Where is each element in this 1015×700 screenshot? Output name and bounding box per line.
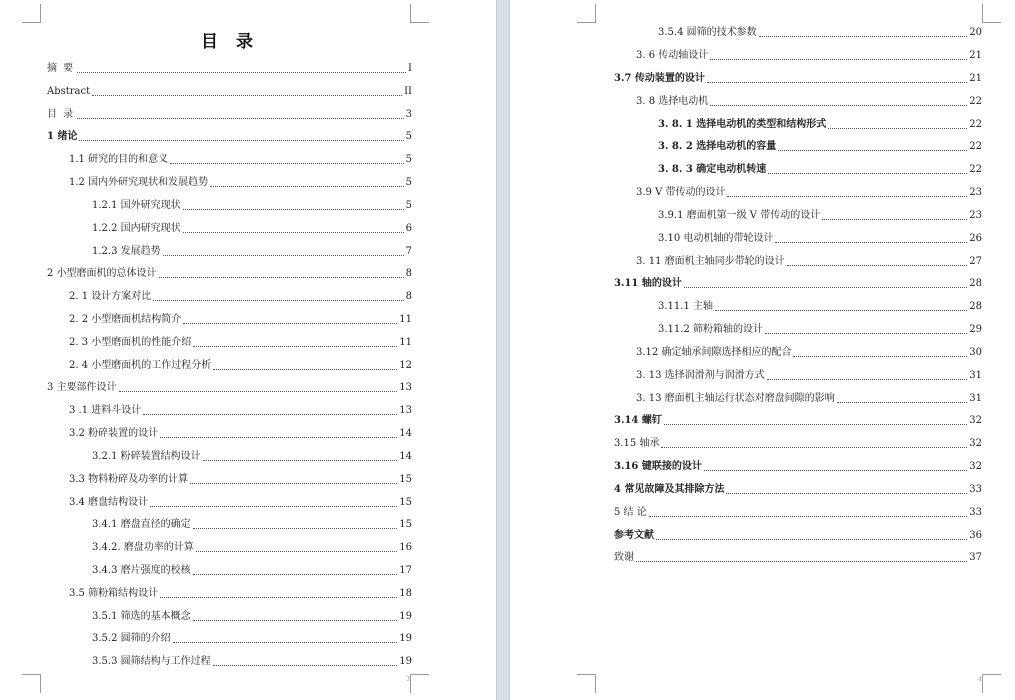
- toc-entry-label: 3.11.2 筛粉箱轴的设计: [658, 324, 763, 335]
- toc-entry-label: 3. 8. 3 确定电动机转速: [658, 164, 767, 175]
- toc-dot-leader: [636, 561, 967, 562]
- toc-entry-label: 3.10 电动机轴的带轮设计: [658, 233, 774, 244]
- document-page-left: [0, 0, 496, 700]
- toc-entry[interactable]: [658, 208, 982, 224]
- toc-dot-leader: [793, 356, 967, 357]
- toc-entry[interactable]: [92, 654, 412, 670]
- toc-dot-leader: [173, 642, 398, 643]
- toc-entry-label: 3.11.1 主轴: [658, 301, 713, 312]
- toc-entry-label: 3.4.1 磨盘直径的确定: [92, 519, 191, 530]
- toc-dot-leader: [726, 493, 967, 494]
- toc-entry[interactable]: [636, 368, 982, 384]
- toc-page-number: 23: [969, 187, 982, 198]
- toc-page-number: 32: [969, 438, 982, 449]
- page-number-footer: 4: [978, 676, 982, 683]
- toc-entry-label: 3. 8. 1 选择电动机的类型和结构形式: [658, 119, 827, 130]
- toc-page-number: 27: [969, 256, 982, 267]
- toc-entry-label: 2 小型磨面机的总体设计: [47, 268, 157, 279]
- toc-page-number: 15: [399, 497, 412, 508]
- toc-page-number: 13: [399, 382, 412, 393]
- page-corner-mark: [577, 674, 596, 693]
- toc-page-number: 19: [399, 656, 412, 667]
- toc-dot-leader: [183, 209, 404, 210]
- toc-dot-leader: [656, 539, 967, 540]
- toc-entry[interactable]: [614, 276, 982, 292]
- toc-page-number: 28: [969, 278, 982, 289]
- page-corner-mark: [982, 4, 1001, 23]
- toc-dot-leader: [765, 333, 967, 334]
- toc-entry-label: 2. 2 小型磨面机结构简介: [69, 314, 182, 325]
- toc-entry[interactable]: [614, 482, 982, 498]
- toc-page-number: 22: [969, 96, 982, 107]
- toc-page-number: 5: [405, 200, 412, 211]
- toc-entry-label: 3. 13 磨面机主轴运行状态对磨盘间隙的影响: [636, 393, 835, 404]
- toc-entry[interactable]: [47, 266, 412, 282]
- toc-page-number: 13: [399, 405, 412, 416]
- toc-page-number: I: [408, 63, 412, 74]
- toc-entry[interactable]: [614, 505, 982, 521]
- toc-dot-leader: [160, 437, 397, 438]
- toc-entry-label: 致谢: [614, 552, 634, 563]
- toc-entry[interactable]: [69, 175, 412, 191]
- toc-page-number: 6: [405, 223, 412, 234]
- toc-page-number: 21: [969, 50, 982, 61]
- toc-entry[interactable]: [92, 563, 412, 579]
- toc-page-number: 22: [969, 164, 982, 175]
- toc-entry[interactable]: [614, 459, 982, 475]
- toc-entry[interactable]: [47, 380, 412, 396]
- toc-dot-leader: [150, 506, 397, 507]
- toc-dot-leader: [183, 323, 397, 324]
- toc-entry-label: 3.2.1 粉碎装置结构设计: [92, 451, 201, 462]
- toc-entry[interactable]: [69, 358, 412, 374]
- toc-page-number: 3: [405, 109, 412, 120]
- toc-page-number: 31: [969, 393, 982, 404]
- toc-entry-label: 1.1 研究的目的和意义: [69, 154, 169, 165]
- toc-entry-label: 摘 要: [47, 63, 75, 74]
- toc-entry[interactable]: [658, 162, 982, 178]
- toc-dot-leader: [160, 597, 397, 598]
- toc-dot-leader: [664, 424, 967, 425]
- toc-entry-label: 2. 3 小型磨面机的性能介绍: [69, 337, 192, 348]
- toc-entry[interactable]: [658, 322, 982, 338]
- toc-entry-label: 3.7 传动装置的设计: [614, 73, 705, 84]
- toc-page-number: 15: [399, 474, 412, 485]
- toc-dot-leader: [119, 391, 398, 392]
- toc-page-number: 31: [969, 370, 982, 381]
- toc-page-number: 5: [405, 131, 412, 142]
- toc-entry[interactable]: [69, 426, 412, 442]
- toc-page-number: 28: [969, 301, 982, 312]
- toc-dot-leader: [159, 277, 404, 278]
- toc-page-number: 18: [399, 588, 412, 599]
- toc-entry-label: 1 绪论: [47, 131, 78, 142]
- toc-entry[interactable]: [69, 152, 412, 168]
- toc-entry[interactable]: [92, 221, 412, 237]
- toc-dot-leader: [787, 265, 968, 266]
- toc-entry[interactable]: [658, 231, 982, 247]
- toc-entry-label: 1.2.1 国外研究现状: [92, 200, 181, 211]
- toc-dot-leader: [193, 574, 398, 575]
- toc-dot-leader: [213, 369, 397, 370]
- toc-entry-label: 1.2 国内外研究现状和发展趋势: [69, 177, 209, 188]
- toc-page-number: 14: [399, 451, 412, 462]
- toc-entry[interactable]: [614, 550, 982, 566]
- toc-entry[interactable]: [92, 449, 412, 465]
- toc-entry-label: 2. 1 设计方案对比: [69, 291, 152, 302]
- toc-entry[interactable]: [658, 299, 982, 315]
- toc-entry-label: 3 主要部件设计: [47, 382, 117, 393]
- toc-entry-label: 3.16 键联接的设计: [614, 461, 702, 472]
- toc-page-number: 12: [399, 360, 412, 371]
- toc-entry-label: 3.5.3 圆筛结构与工作过程: [92, 656, 211, 667]
- page-corner-mark: [982, 674, 1001, 693]
- toc-dot-leader: [92, 95, 402, 96]
- toc-dot-leader: [759, 36, 968, 37]
- toc-dot-leader: [710, 105, 967, 106]
- toc-entry[interactable]: [47, 107, 412, 123]
- toc-entry-label: 3. 8. 2 选择电动机的容量: [658, 141, 777, 152]
- toc-page-number: 11: [399, 314, 412, 325]
- toc-dot-leader: [193, 528, 398, 529]
- toc-entry-label: 3.11 轴的设计: [614, 278, 682, 289]
- toc-entry[interactable]: [636, 391, 982, 407]
- toc-entry[interactable]: [69, 289, 412, 305]
- toc-page-number: 30: [969, 347, 982, 358]
- toc-page-number: 5: [405, 154, 412, 165]
- toc-dot-leader: [196, 551, 397, 552]
- toc-dot-leader: [210, 186, 404, 187]
- toc-entry-label: 3.9 V 带传动的设计: [636, 187, 726, 198]
- toc-entry-label: 3. 6 传动轴设计: [636, 50, 709, 61]
- toc-entry-label: 目 录: [47, 109, 75, 120]
- toc-page-number: 15: [399, 519, 412, 530]
- toc-entry-label: 3.5.2 圆筛的介绍: [92, 633, 171, 644]
- toc-page-number: 26: [969, 233, 982, 244]
- toc-dot-leader: [822, 219, 967, 220]
- toc-dot-leader: [684, 287, 967, 288]
- toc-dot-leader: [704, 470, 967, 471]
- toc-page-number: 8: [405, 268, 412, 279]
- toc-page-number: 32: [969, 461, 982, 472]
- toc-dot-leader: [775, 242, 967, 243]
- toc-page-number: 23: [969, 210, 982, 221]
- toc-entry-label: 3.3 物料粉碎及功率的计算: [69, 474, 189, 485]
- toc-page-number: 5: [405, 177, 412, 188]
- toc-entry[interactable]: [658, 117, 982, 133]
- toc-dot-leader: [710, 59, 967, 60]
- toc-page-number: 37: [969, 552, 982, 563]
- toc-entry-label: Abstract: [47, 86, 91, 97]
- toc-dot-leader: [79, 140, 403, 141]
- toc-entry-label: 3.5.1 筛选的基本概念: [92, 611, 191, 622]
- toc-entry[interactable]: [658, 139, 982, 155]
- toc-entry[interactable]: [69, 403, 412, 419]
- toc-page-number: 33: [969, 507, 982, 518]
- toc-page-number: 19: [399, 633, 412, 644]
- page-number-footer: 3: [406, 676, 410, 683]
- toc-entry[interactable]: [92, 198, 412, 214]
- toc-entry-label: 3. 13 选择润滑剂与润滑方式: [636, 370, 765, 381]
- toc-entry[interactable]: [636, 345, 982, 361]
- toc-entry-label: 3 .1 进料斗设计: [69, 405, 142, 416]
- toc-entry[interactable]: [69, 312, 412, 328]
- toc-dot-leader: [213, 665, 398, 666]
- toc-dot-leader: [837, 402, 968, 403]
- toc-entry[interactable]: [47, 84, 412, 100]
- toc-page-number: 11: [399, 337, 412, 348]
- toc-dot-leader: [170, 163, 404, 164]
- toc-entry[interactable]: [614, 71, 982, 87]
- toc-entry[interactable]: [69, 495, 412, 511]
- page-corner-mark: [577, 4, 596, 23]
- toc-page-number: II: [404, 86, 412, 97]
- toc-dot-leader: [767, 379, 968, 380]
- toc-entry-label: 4 常见故障及其排除方法: [614, 484, 725, 495]
- toc-entry-label: 参考文献: [614, 530, 654, 541]
- toc-entry[interactable]: [614, 436, 982, 452]
- toc-entry[interactable]: [92, 517, 412, 533]
- page-corner-mark: [22, 674, 41, 693]
- toc-dot-leader: [707, 82, 967, 83]
- toc-page-number: 14: [399, 428, 412, 439]
- toc-entry-label: 1.2.2 国内研究现状: [92, 223, 181, 234]
- toc-entry-label: 5 结 论: [614, 507, 647, 518]
- toc-dot-leader: [190, 483, 397, 484]
- toc-entry-label: 3.2 粉碎装置的设计: [69, 428, 159, 439]
- toc-page-number: 16: [399, 542, 412, 553]
- toc-page-number: 20: [969, 27, 982, 38]
- toc-entry[interactable]: [92, 631, 412, 647]
- toc-dot-leader: [828, 128, 967, 129]
- toc-entry[interactable]: [658, 25, 982, 41]
- toc-entry[interactable]: [69, 335, 412, 351]
- toc-page-number: 32: [969, 415, 982, 426]
- toc-dot-leader: [649, 516, 968, 517]
- toc-dot-leader: [153, 300, 403, 301]
- toc-dot-leader: [163, 255, 404, 256]
- toc-entry[interactable]: [69, 472, 412, 488]
- toc-entry[interactable]: [636, 185, 982, 201]
- toc-page-number: 7: [405, 246, 412, 257]
- toc-entry-label: 3.4.2. 磨盘功率的计算: [92, 542, 194, 553]
- toc-entry-label: 3.4 磨盘结构设计: [69, 497, 149, 508]
- page-gutter: [496, 0, 510, 700]
- toc-dot-leader: [203, 460, 398, 461]
- toc-page-number: 33: [969, 484, 982, 495]
- page-corner-mark: [22, 4, 41, 23]
- toc-entry[interactable]: [92, 540, 412, 556]
- toc-dot-leader: [778, 150, 967, 151]
- toc-entry[interactable]: [92, 244, 412, 260]
- toc-page-number: 19: [399, 611, 412, 622]
- toc-entry[interactable]: [636, 94, 982, 110]
- toc-entry[interactable]: [92, 609, 412, 625]
- toc-entry-label: 2. 4 小型磨面机的工作过程分析: [69, 360, 212, 371]
- toc-dot-leader: [183, 232, 404, 233]
- toc-entry-label: 3.5 筛粉箱结构设计: [69, 588, 159, 599]
- toc-page-number: 8: [405, 291, 412, 302]
- toc-entry[interactable]: [636, 254, 982, 270]
- toc-page-number: 22: [969, 119, 982, 130]
- toc-dot-leader: [77, 118, 404, 119]
- toc-entry[interactable]: [47, 129, 412, 145]
- toc-entry-label: 1.2.3 发展趋势: [92, 246, 161, 257]
- toc-entry-label: 3.15 轴承: [614, 438, 660, 449]
- toc-entry[interactable]: [614, 413, 982, 429]
- page-corner-mark: [410, 674, 429, 693]
- toc-entry[interactable]: [614, 528, 982, 544]
- toc-dot-leader: [193, 620, 398, 621]
- toc-entry-label: 3.4.3 磨片强度的校核: [92, 565, 191, 576]
- document-page-right: [510, 0, 1015, 700]
- toc-page-number: 21: [969, 73, 982, 84]
- toc-entry-label: 3. 11 磨面机主轴同步带轮的设计: [636, 256, 785, 267]
- toc-entry-label: 3.9.1 磨面机第一级 V 带传动的设计: [658, 210, 821, 221]
- toc-page-number: 29: [969, 324, 982, 335]
- toc-dot-leader: [727, 196, 967, 197]
- toc-dot-leader: [661, 447, 967, 448]
- toc-page-number: 22: [969, 141, 982, 152]
- toc-dot-leader: [768, 173, 967, 174]
- toc-entry-label: 3.5.4 圆筛的技术参数: [658, 27, 757, 38]
- toc-entry-label: 3. 8 选择电动机: [636, 96, 709, 107]
- page-corner-mark: [410, 4, 429, 23]
- toc-dot-leader: [193, 346, 397, 347]
- toc-entry[interactable]: [69, 586, 412, 602]
- toc-dot-leader: [715, 310, 967, 311]
- toc-page-number: 17: [399, 565, 412, 576]
- toc-entry[interactable]: [636, 48, 982, 64]
- toc-dot-leader: [77, 72, 406, 73]
- toc-entry-label: 3.14 螺钉: [614, 415, 662, 426]
- toc-dot-leader: [143, 414, 397, 415]
- toc-entry-label: 3.12 确定轴承间隙选择相应的配合: [636, 347, 792, 358]
- toc-entry[interactable]: [47, 61, 412, 77]
- toc-page-number: 36: [969, 530, 982, 541]
- toc-title: 目 录: [201, 32, 259, 52]
